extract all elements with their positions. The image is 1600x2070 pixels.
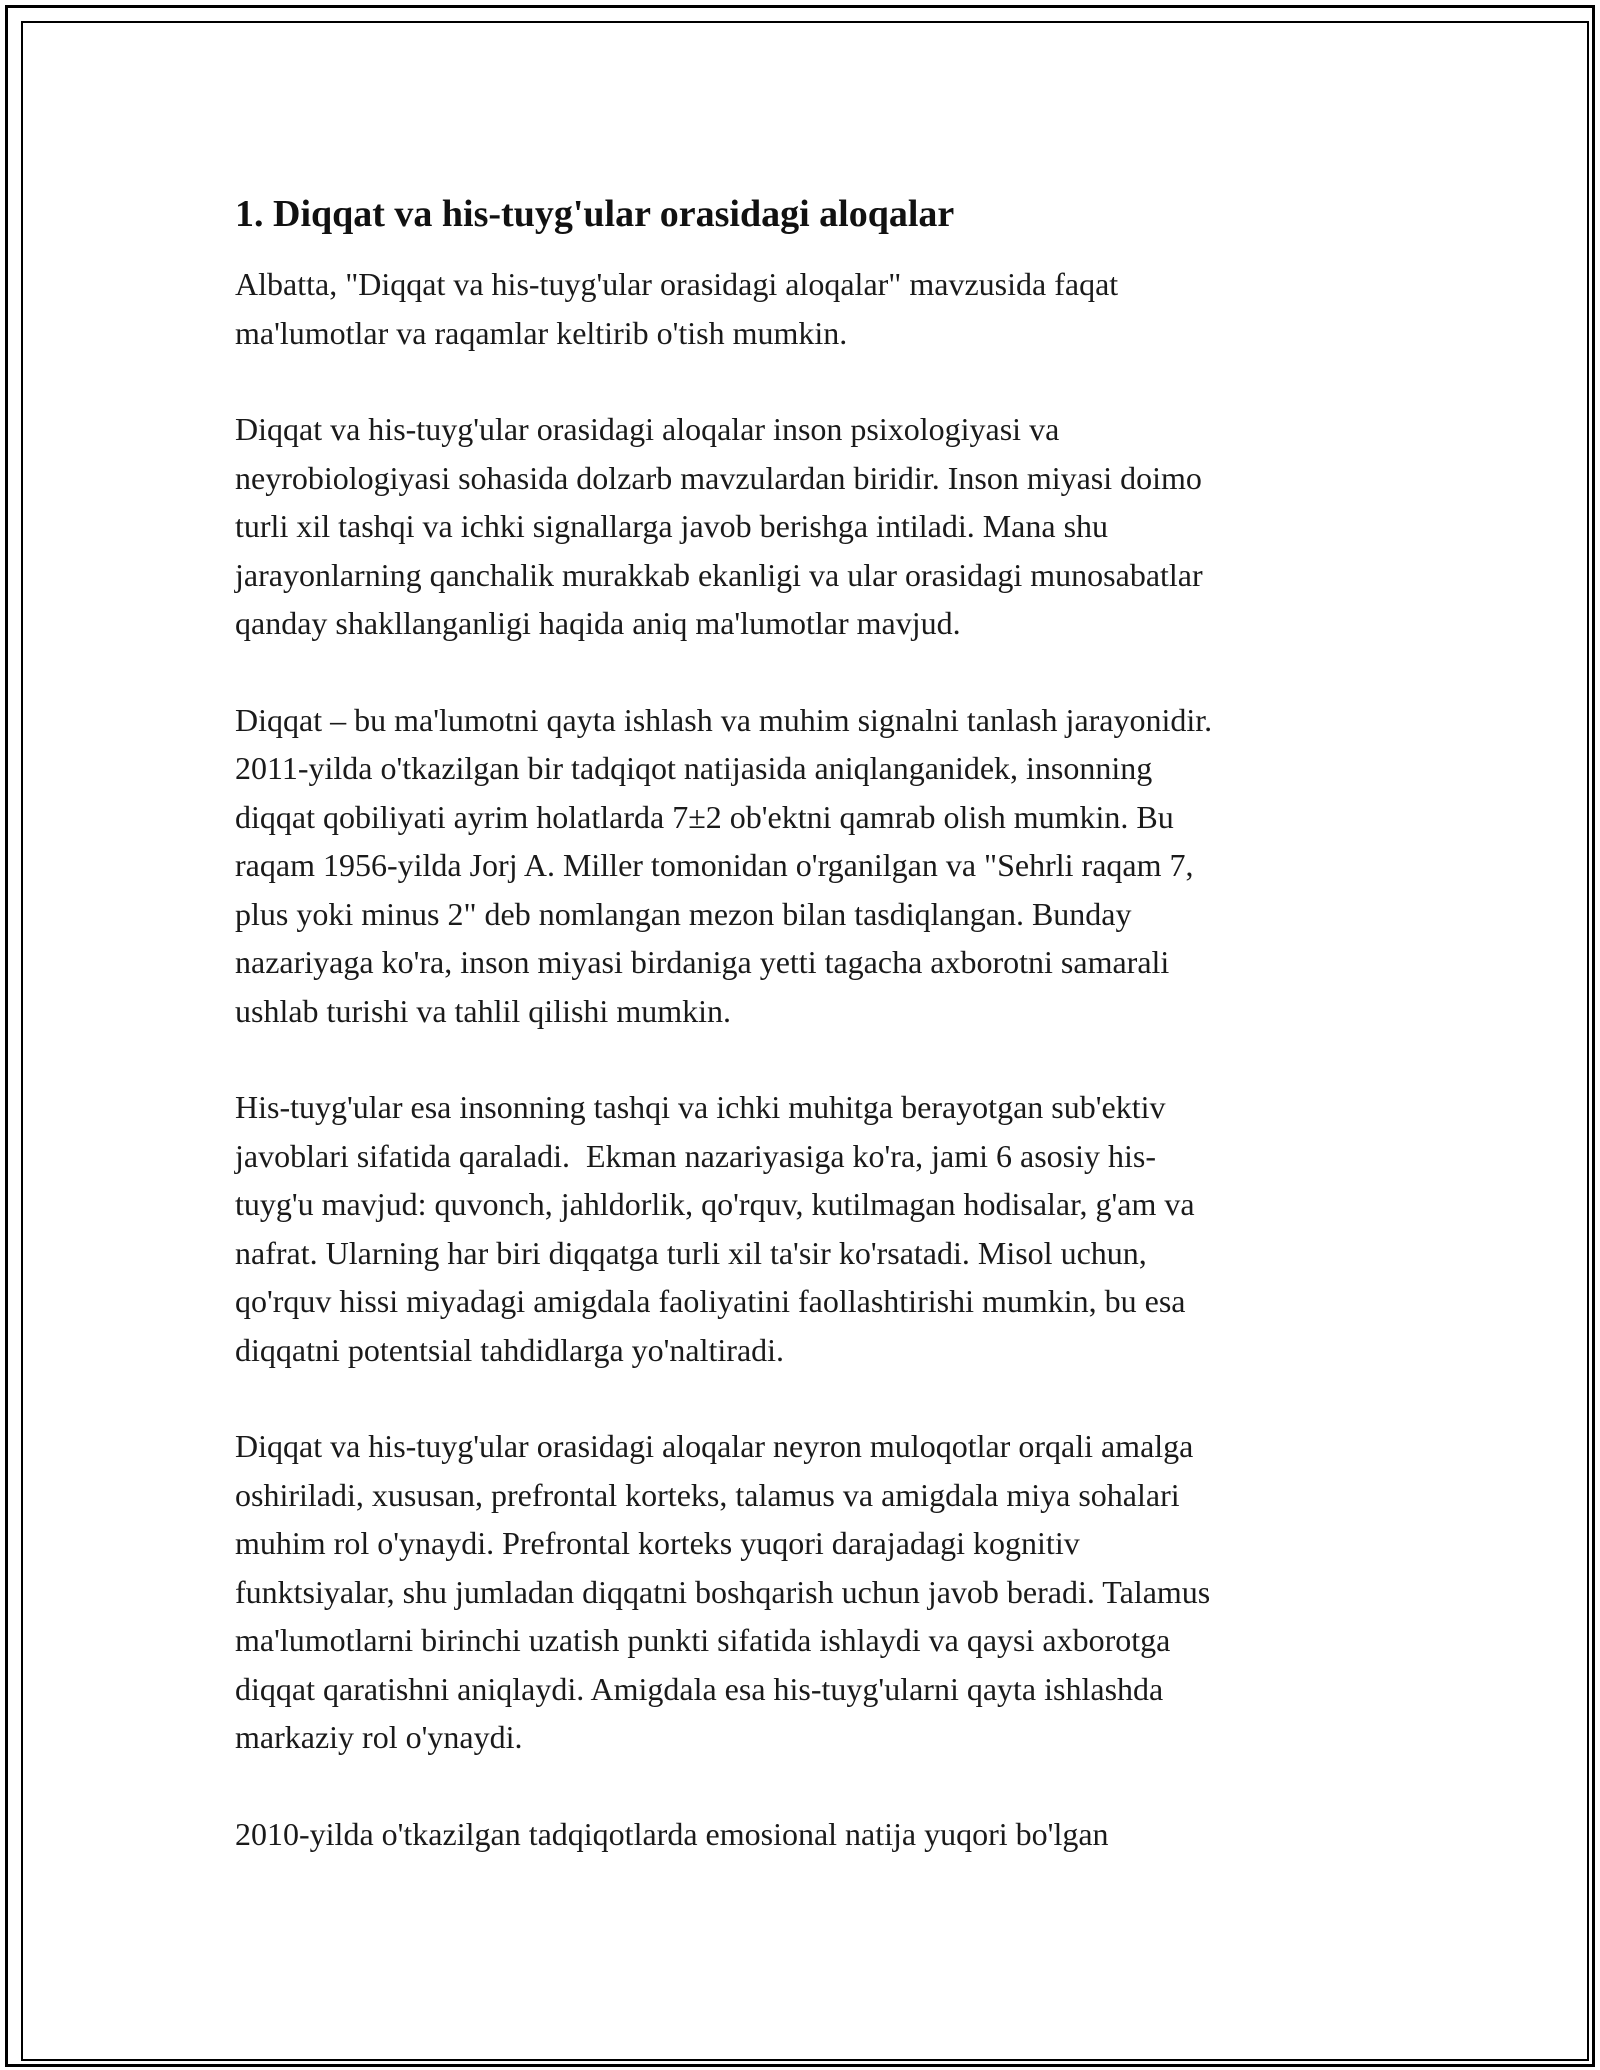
- paragraph-neural-links: [235, 1422, 1365, 1762]
- document-body: [235, 190, 1365, 1906]
- paragraph-line: qanday shakllanganligi haqida aniq ma'lumotlar mavjud.: [235, 605, 961, 641]
- paragraph-intro: [235, 260, 1365, 357]
- paragraph-line: ushlab turishi va tahlil qilishi mumkin.: [235, 992, 731, 1029]
- paragraph-line: 2010-yilda o'tkazilgan tadqiqotlarda emosional natija yuqori bo'lgan: [235, 1815, 1109, 1852]
- paragraph-line: Albatta, "Diqqat va his-tuyg'ular orasidagi aloqalar" mavzusida faqat: [235, 266, 1119, 302]
- paragraph-emotions: [235, 1083, 1365, 1374]
- paragraph-line: 2011-yilda o'tkazilgan bir tadqiqot natijasida aniqlanganidek, insonning: [235, 750, 1153, 786]
- paragraph-line: raqam 1956-yilda Jorj A. Miller tomonidan o'rganilgan va "Sehrli raqam 7,: [235, 847, 1194, 883]
- document-title: 1. Diqqat va his-tuyg'ular orasidagi aloqalar: [235, 193, 955, 235]
- paragraph-line: funktsiyalar, shu jumladan diqqatni boshqarish uchun javob beradi. Talamus: [235, 1573, 1211, 1610]
- paragraph-line: Diqqat – bu ma'lumotni qayta ishlash va muhim signalni tanlash jarayonidir.: [235, 701, 1213, 738]
- paragraph-line: muhim rol o'ynaydi. Prefrontal korteks yuqori darajadagi kognitiv: [235, 1525, 1080, 1561]
- paragraph-line: turli xil tashqi va ichki signallarga javob berishga intiladi. Mana shu: [235, 508, 1109, 544]
- paragraph-line: ma'lumotlar va raqamlar keltirib o'tish mumkin.: [235, 314, 848, 351]
- paragraph-overview: [235, 405, 1365, 648]
- paragraph-line: diqqat qaratishni aniqlaydi. Amigdala esa his-tuyg'ularni qayta ishlashda: [235, 1670, 1164, 1707]
- paragraph-line: markaziy rol o'ynaydi.: [235, 1719, 523, 1755]
- paragraph-line: Diqqat va his-tuyg'ular orasidagi aloqalar neyron muloqotlar orqali amalga: [235, 1428, 1194, 1464]
- paragraph-line: nafrat. Ularning har biri diqqatga turli xil ta'sir ko'rsatadi. Misol uchun,: [235, 1234, 1147, 1271]
- paragraph-line: oshiriladi, xususan, prefrontal korteks, talamus va amigdala miya sohalari: [235, 1476, 1180, 1513]
- paragraph-line: diqqat qobiliyati ayrim holatlarda 7±2 ob'ektni qamrab olish mumkin. Bu: [235, 798, 1174, 835]
- paragraph-attention: [235, 696, 1365, 1036]
- paragraph-line: Diqqat va his-tuyg'ular orasidagi aloqalar inson psixologiyasi va: [235, 411, 1060, 447]
- paragraph-line: qo'rquv hissi miyadagi amigdala faoliyatini faollashtirishi mumkin, bu esa: [235, 1283, 1186, 1319]
- paragraph-line: neyrobiologiyasi sohasida dolzarb mavzulardan biridir. Inson miyasi doimo: [235, 459, 1202, 496]
- paragraph-line: tuyg'u mavjud: quvonch, jahldorlik, qo'rquv, kutilmagan hodisalar, g'am va: [235, 1186, 1195, 1222]
- paragraph-line: nazariyaga ko'ra, inson miyasi birdaniga yetti tagacha axborotni samarali: [235, 944, 1170, 980]
- paragraph-line: plus yoki minus 2" deb nomlangan mezon bilan tasdiqlangan. Bunday: [235, 895, 1132, 932]
- paragraph-line: ma'lumotlarni birinchi uzatish punkti sifatida ishlaydi va qaysi axborotga: [235, 1622, 1171, 1658]
- paragraph-line: javoblari sifatida qaraladi. Ekman nazariyasiga ko'ra, jami 6 asosiy his-: [235, 1137, 1157, 1174]
- paragraph-line: diqqatni potentsial tahdidlarga yo'naltiradi.: [235, 1331, 785, 1368]
- paragraph-line: jarayonlarning qanchalik murakkab ekanligi va ular orasidagi munosabatlar: [235, 556, 1203, 593]
- paragraph-study-2010: [235, 1810, 1365, 1859]
- paragraph-line: His-tuyg'ular esa insonning tashqi va ichki muhitga berayotgan sub'ektiv: [235, 1089, 1166, 1125]
